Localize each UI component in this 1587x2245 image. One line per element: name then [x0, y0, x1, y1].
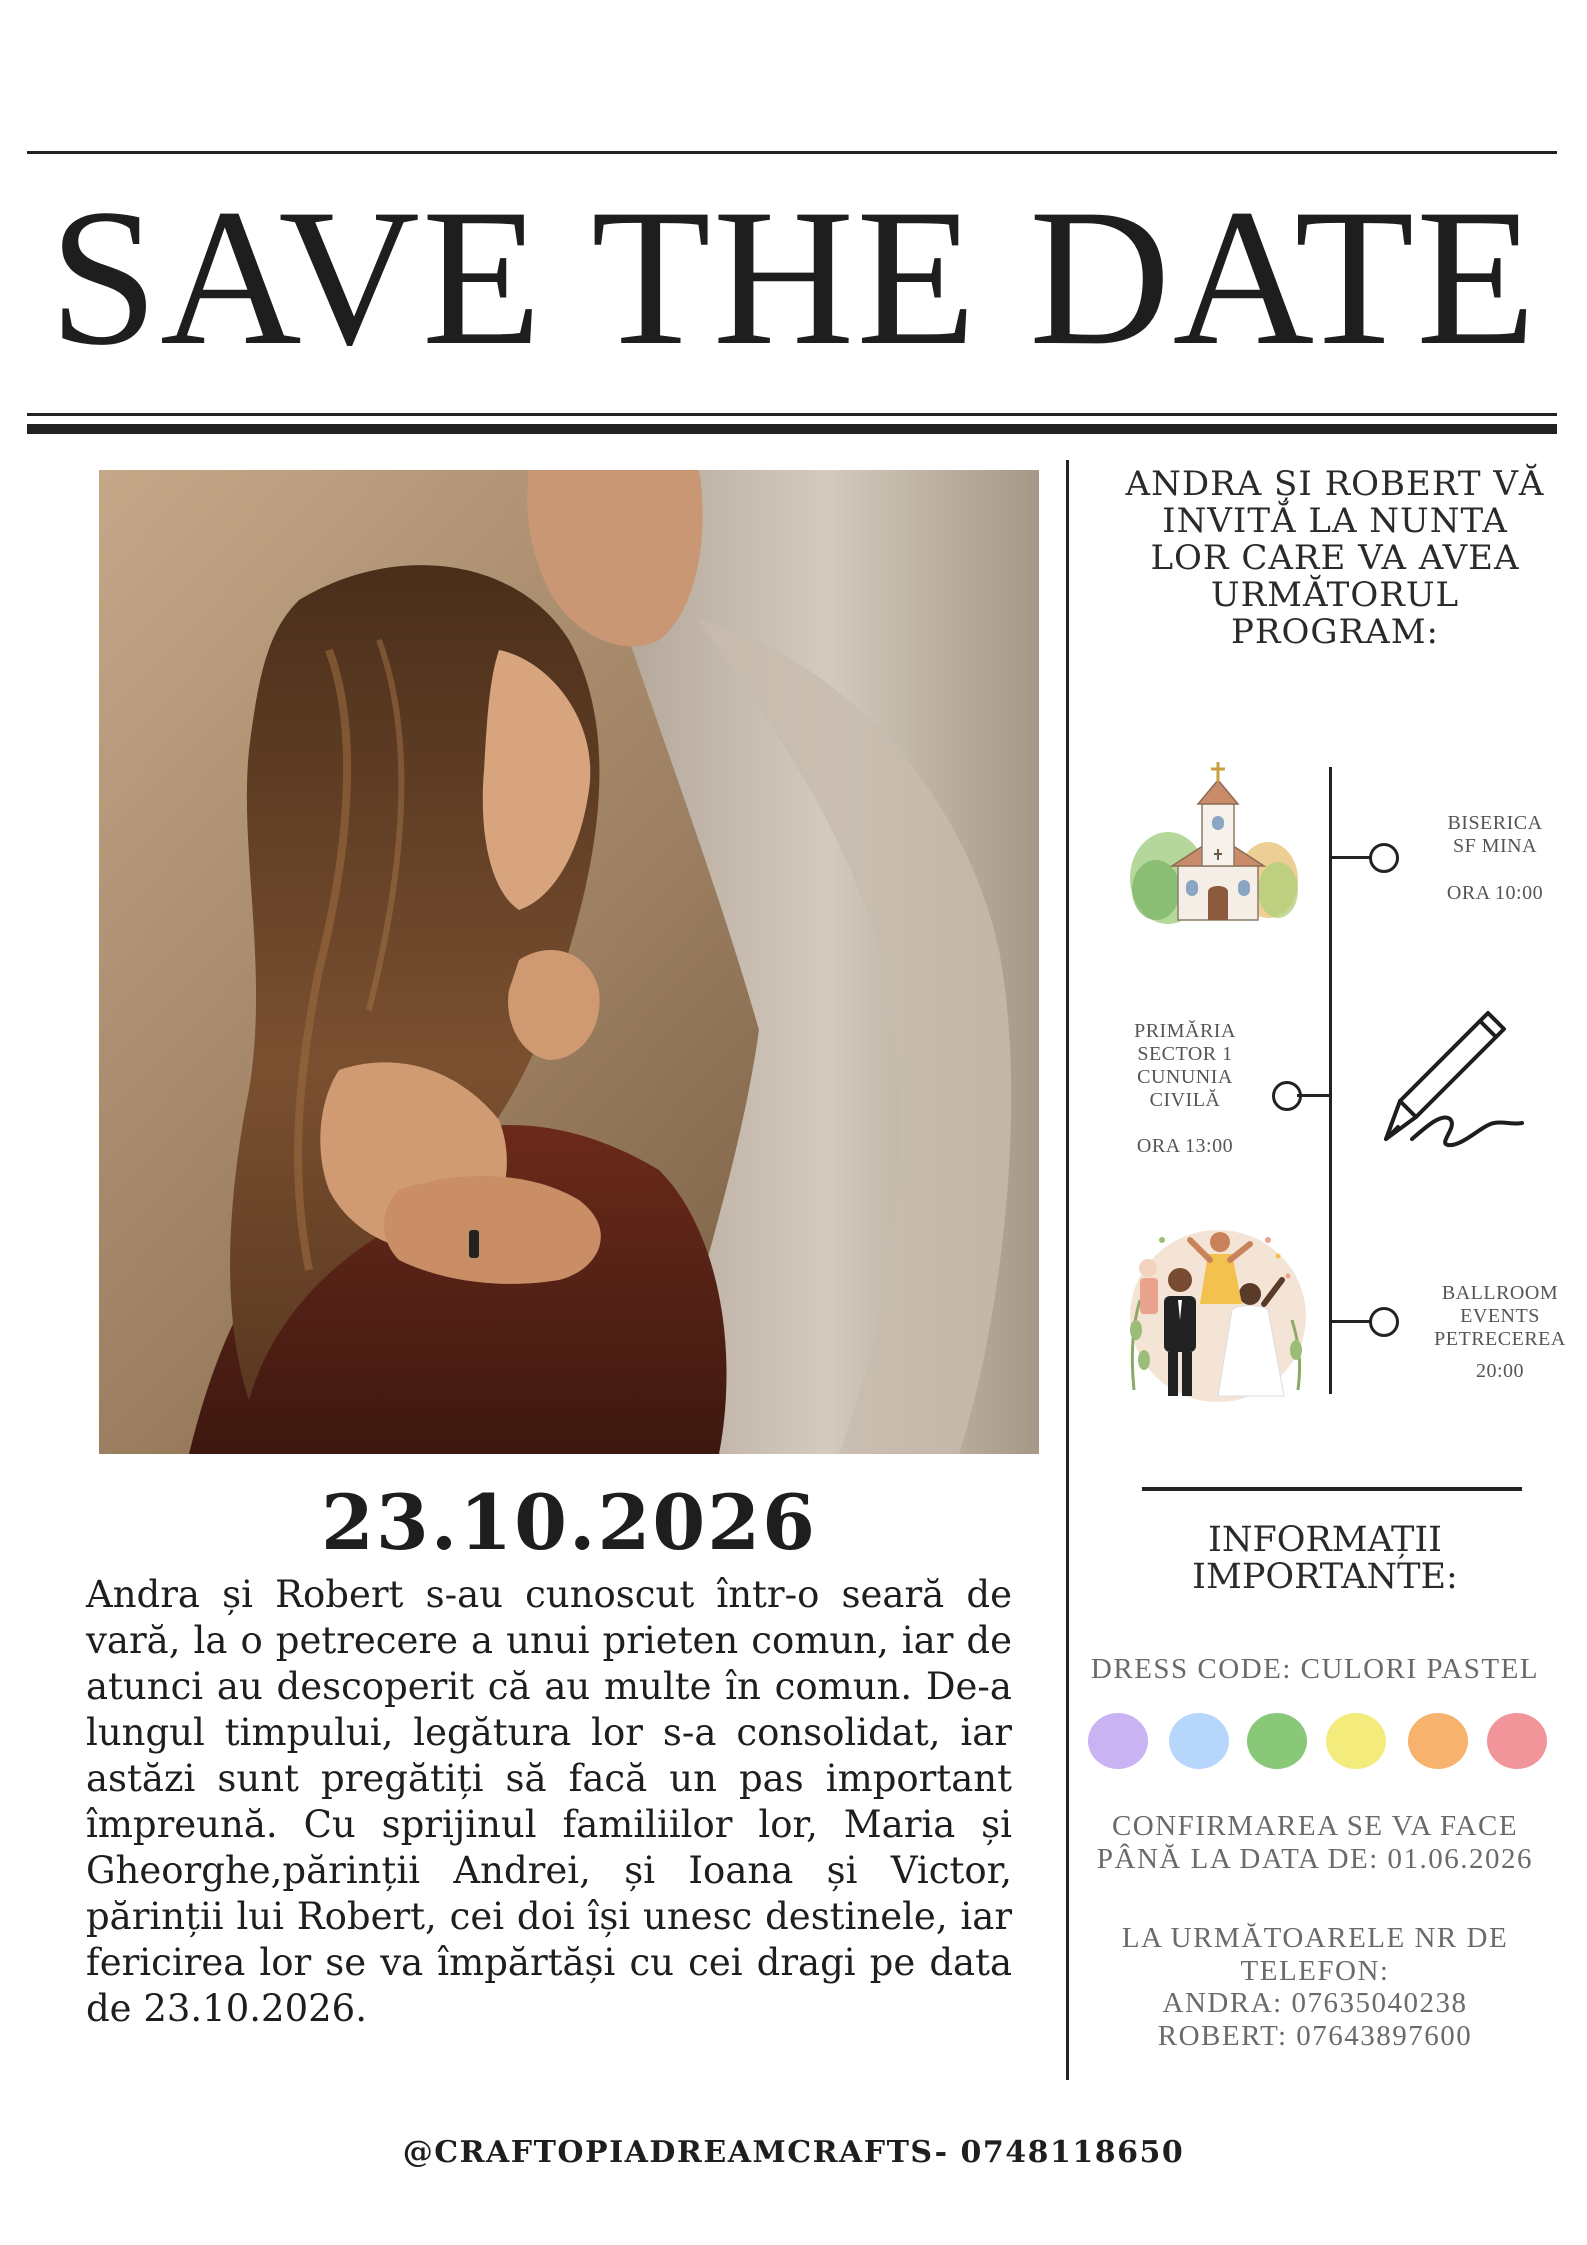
- pastel-swatch-pink: [1487, 1713, 1547, 1769]
- phones-intro: LA URMĂTOARELE NR DE TELEFON:: [1121, 1922, 1509, 1987]
- timeline-node-1: [1369, 843, 1399, 873]
- event-1-place: BISERICA SF MINA: [1447, 812, 1543, 857]
- wedding-party-icon: [1118, 1220, 1310, 1410]
- event-2-place: PRIMĂRIA SECTOR 1 CUNUNIA CIVILĂ: [1134, 1020, 1236, 1111]
- couple-photo: [99, 470, 1039, 1454]
- invite-text: ANDRA ȘI ROBERT VĂ INVITĂ LA NUNTA LOR CARE VA AVEA URMĂTORUL PROGRAM:: [1125, 464, 1545, 652]
- phone-andra: ANDRA: 07635040238: [1162, 1987, 1468, 2019]
- event-2-time: ORA 13:00: [1136, 1135, 1234, 1157]
- info-title: INFORMAȚII IMPORTANTE:: [1192, 1520, 1458, 1597]
- pastel-swatch-blue: [1169, 1713, 1229, 1769]
- pastel-swatch-purple: [1088, 1713, 1148, 1769]
- header-rule-thin: [27, 413, 1557, 416]
- confirmation-text: CONFIRMAREA SE VA FACE PÂNĂ LA DATA DE: 01.06.2026: [1096, 1810, 1534, 1875]
- timeline-line: [1329, 767, 1332, 1394]
- couple-embrace-photo: [99, 470, 1039, 1454]
- phone-robert: ROBERT: 07643897600: [1157, 2020, 1473, 2052]
- timeline-connector-3: [1331, 1320, 1374, 1323]
- page-title: SAVE THE DATE: [49, 169, 1538, 386]
- column-divider: [1066, 460, 1069, 2080]
- event-3-time: 20:00: [1475, 1360, 1525, 1382]
- header-rule-thick: [27, 424, 1557, 434]
- fountain-pen-icon: [1372, 1005, 1532, 1155]
- church-icon: [1128, 760, 1300, 928]
- timeline-connector-1: [1331, 856, 1374, 859]
- timeline-connector-2: [1297, 1094, 1331, 1097]
- event-1-time: ORA 10:00: [1446, 882, 1544, 904]
- footer-contact: @CRAFTOPIADREAMCRAFTS- 0748118650: [402, 2135, 1185, 2170]
- dress-code: DRESS CODE: CULORI PASTEL: [1090, 1653, 1540, 1685]
- pastel-swatch-yellow: [1326, 1713, 1386, 1769]
- event-3-place: BALLROOM EVENTS PETRECEREA: [1434, 1282, 1566, 1350]
- info-rule: [1142, 1487, 1522, 1491]
- couple-story: Andra și Robert s-au cunoscut într-o seară de vară, la o petrecere a unui prieten comun, iar de atunci au descoperit că au multe în comun. De-a lungul timpului, legătura lor s-a consolidat, iar astăzi sunt pregătiți să facă un pas important împreună. Cu sprijinul familiilor lor, Maria și Gheorghe,părinții Andrei, și Ioana și Victor, părinții lui Robert, cei doi își unesc destinele, iar fericirea lor se va împărtăși cu cei dragi pe data de 23.10.2026.: [86, 1573, 1012, 2030]
- pastel-swatch-green: [1247, 1713, 1307, 1769]
- pastel-swatch-orange: [1408, 1713, 1468, 1769]
- timeline-node-3: [1369, 1307, 1399, 1337]
- top-rule: [27, 151, 1557, 154]
- wedding-date: 23.10.2026: [321, 1478, 817, 1567]
